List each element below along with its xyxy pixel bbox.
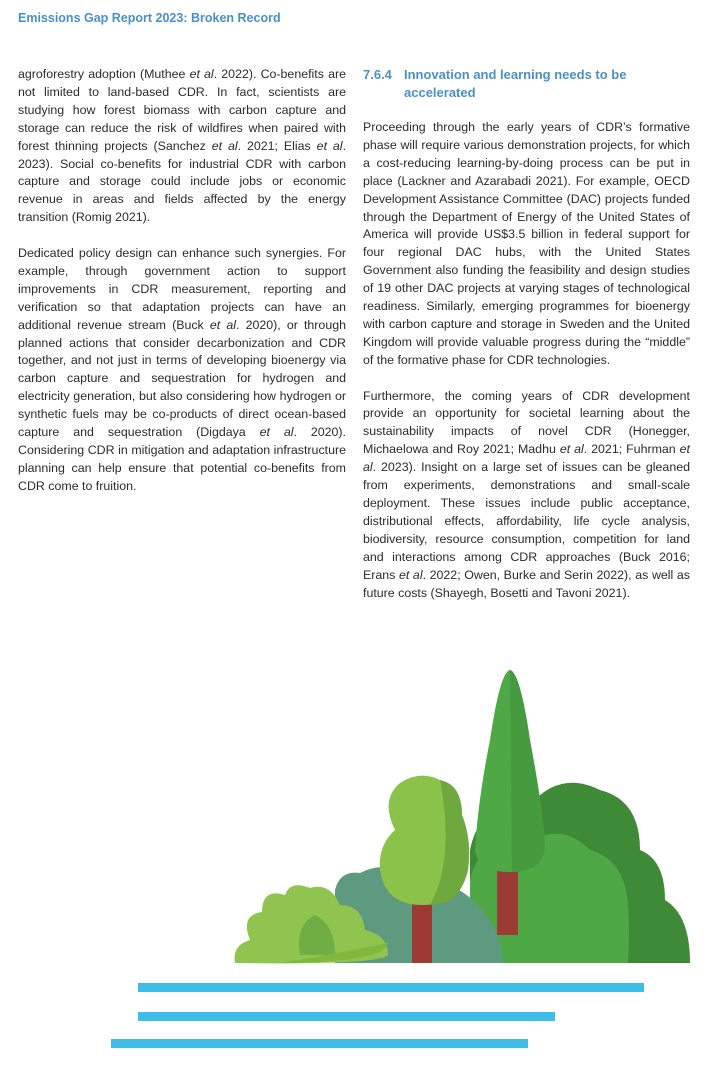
body-paragraph xyxy=(18,245,346,496)
italic-text: et al xyxy=(316,138,343,153)
italic-text: et al xyxy=(209,317,236,332)
italic-text: et al xyxy=(259,425,294,440)
water-lines xyxy=(111,983,644,1048)
text-run: . 2020), or through planned actions that consider decarbonization and CDR together, and not just in terms of developing bioenergy via carbon capture and sequestration for hydrogen and electricity generation, but also considering how hydrogen or synthetic fuels may be co-products of direct ocean-based capture and sequestration (Digdaya xyxy=(18,317,347,440)
body-paragraph xyxy=(18,66,346,227)
body-paragraph xyxy=(363,119,690,370)
text-run: . 2021; Fuhrman xyxy=(583,442,680,457)
section-number: 7.6.4 xyxy=(363,67,392,82)
text-run: . 2023). Insight on a large set of issues can be gleaned from experiments, demonstrations and small-scale deployment. These issues include public acceptance, distributional effects, affordability, life cycle analysis, biodiversity, resource consumption, competition for land and interactions among CDR approaches (Buck 2016; Erans xyxy=(363,460,690,582)
text-run: . 2022). Co-benefits are not limited to land-based CDR. In fact, scientists are studying how forest biomass with carbon capture and storage can reduce the risk of wildfires when paired with forest thinning projects (Sanchez xyxy=(18,67,347,153)
running-header: Emissions Gap Report 2023: Broken Record xyxy=(18,11,281,25)
text-run: Furthermore, the coming years of CDR development provide an opportunity for societal learning about the sustainability impacts of novel CDR (Honegger, Michaelowa and Roy 2021; Madhu xyxy=(363,388,690,457)
text-run: . 2021; Elias xyxy=(237,138,317,153)
italic-text: et al xyxy=(211,138,238,153)
text-run: . 2022; Owen, Burke and Serin 2022), as well as future costs (Shayegh, Bosetti and Tavoni 2021). xyxy=(363,567,690,600)
right-column xyxy=(363,66,690,620)
italic-text: et al xyxy=(398,567,423,582)
forest-illustration xyxy=(0,650,720,1085)
italic-text: et al xyxy=(363,442,690,475)
section-heading xyxy=(363,66,690,102)
italic-text: et al xyxy=(189,67,214,81)
body-paragraph xyxy=(363,388,690,603)
text-run: . 2023). Social co-benefits for industrial CDR with carbon capture and storage could include jobs or economic revenue in areas and fields affected by the energy transition (Romig 2021). xyxy=(18,138,347,225)
left-column xyxy=(18,66,346,514)
italic-text: et al xyxy=(559,442,584,457)
text-run: agroforestry adoption (Muthee xyxy=(18,67,190,81)
text-run: . 2020). Considering CDR in mitigation and adaptation infrastructure planning can help ensure that potential co-benefits from CDR come to fruition. xyxy=(18,425,346,493)
section-title: Innovation and learning needs to be accelerated xyxy=(404,67,627,100)
text-run: Dedicated policy design can enhance such synergies. For example, through government action to support improvements in CDR measurement, reporting and verification so that adaptation projects can have an additional revenue stream (Buck xyxy=(18,246,346,332)
text-run: Proceeding through the early years of CDR’s formative phase will require various demonstration projects, for which a cost-reducing learning-by-doing process can be put in place (Lackner and Azarabadi 2021). For example, OECD Development Assistance Committee (DAC) projects funded through the Department of Energy of the United States of America will provide US$3.5 billion in federal support for four regional DAC hubs, with the United States Government also funding the feasibility and design studies of 19 other DAC projects at varying stages of technological readiness. Similarly, emerging programmes for bioenergy with carbon capture and storage in Sweden and the United Kingdom will provide valuable progress during the “middle” of the formative phase for CDR technologies. xyxy=(363,120,690,367)
